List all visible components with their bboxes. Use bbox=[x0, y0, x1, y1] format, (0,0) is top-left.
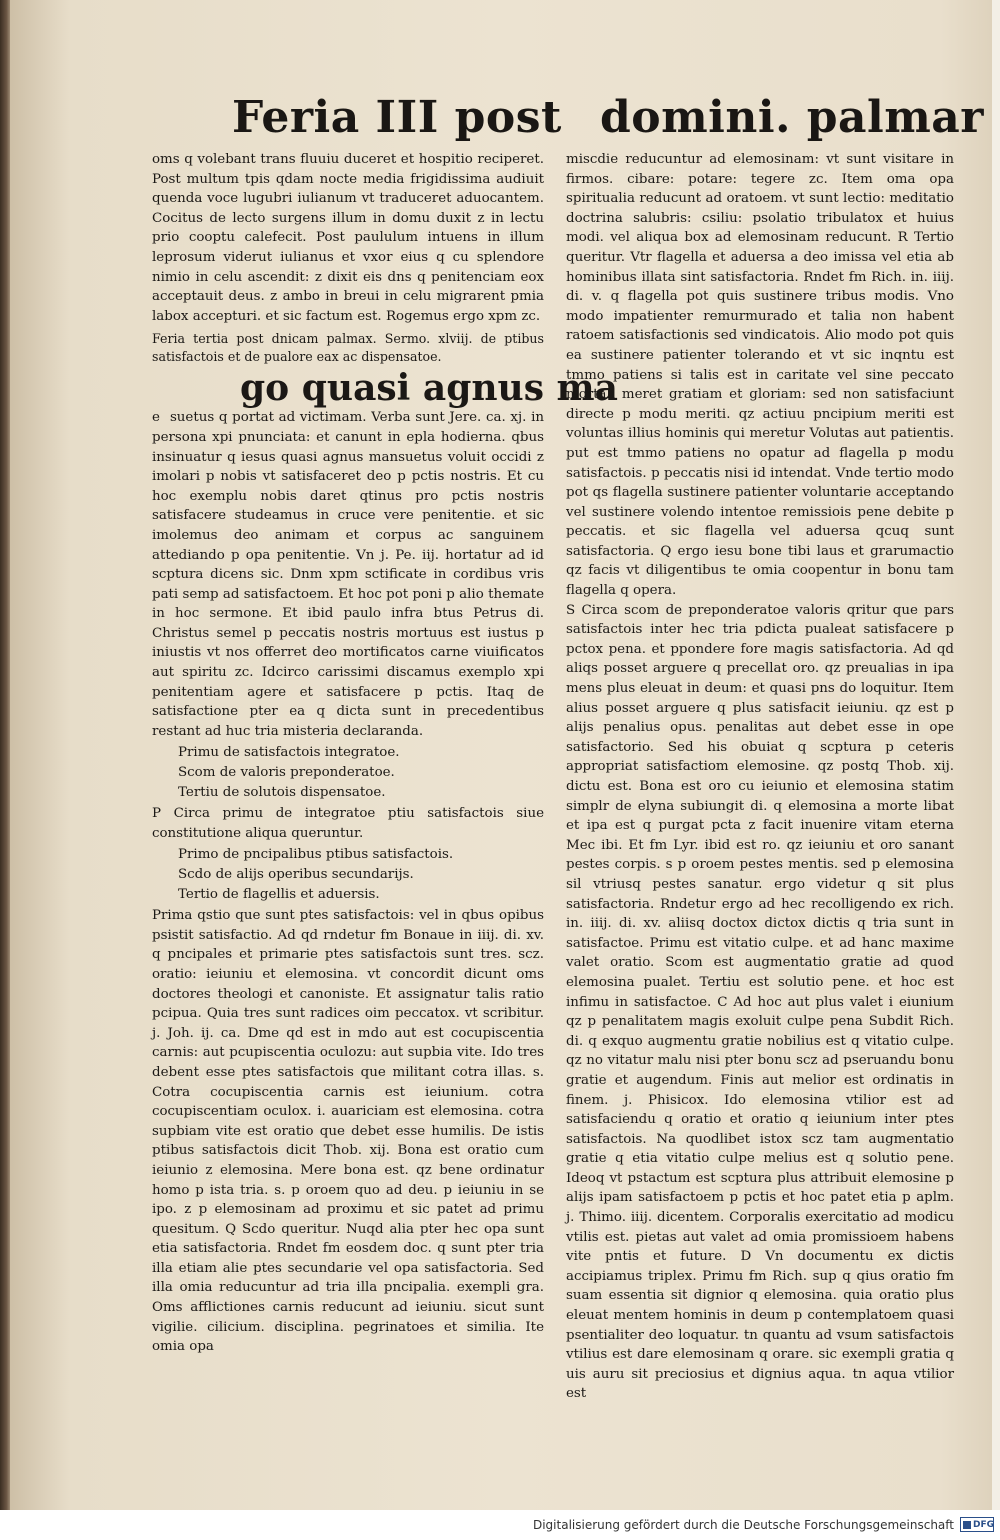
right-column-paragraph: miscdie reducuntur ad elemosinam: vt sunt visitare in firmos. cibare: potare: tegere zc. Item oma opa spiritualia reducunt ad oratoem. vt sunt lectio: meditatio doctrina salubris: csiliu: psolatio tribulatox et huius modi. vel aliqua box ad elemosinam reducunt. R Tertio queritur. Vtr flagella et aduersa a deo imissa vel etia ab hominibus illata sint satisfactoria. Rndet fm Rich. in. iiij. di. v. q flagella pot quis sustinere tribus modis. Vno modo impatienter remurmurado et talia non habent ratoem satisfactionis sed vindicatois. Alio modo pot quis ea sustinere patienter tolerando et vt sic inqntu est tmmo patiens si talis est in caritate vel sine peccato mortali meret gratiam et gloriam: sed non satisfaciunt directe p modu meriti. qz actiuu pncipium meriti est voluntas illius hominis qui meretur Volutas aut patientis. put est tmmo patiens no opatur ad flagella p modu satisfactois. p peccatis nisi id intendat. Vnde tertio modo pot qs flagella sustinere patienter voluntarie acceptando vel sustinere volendo intentoe remissiois pene debite p peccatis. et sic flagella vel aduersa qcuq sunt satisfactoria. Q ergo iesu bone tibi laus et grarumactio qz facis vt diligentibus te omia coopentur in bonu tam flagella q opera. bbox=[566, 152, 954, 599]
division-list bbox=[178, 743, 544, 802]
list-item: Tertio de flagellis et aduersis. bbox=[178, 886, 380, 902]
list-item: Scom de valoris preponderatoe. bbox=[178, 765, 395, 781]
list-item: Primo de pncipalibus ptibus satisfactois. bbox=[178, 847, 454, 863]
right-column-paragraph: S Circa scom de preponderatoe valoris qritur que pars satisfactois inter hec tria pdicta pualeat satisfacere p pctox pena. et ppondere fore magis satisfactoria. Ad qd aliqs posset arguere q precellat oro. qz preualias in ipa mens plus eleuat in deum: et quasi pns do loquitur. Item alius posset arguere q plus satisfacit ieiuniu. qz est p alijs penalius opus. penalitas aut debet esse in ope satisfactorio. Sed his obuiat q scptura p ceteris appropriat satisfactiom elemosine. qz postq Thob. xij. dictu est. Bona est oro cu ieiunio et elemosina statim simplr de elyna subiungit di. q elemosina a morte libat et ipa est q purgat pcta z facit inuenire vitam eterna Mec ibi. Et fm Lyr. ibid est ro. qz ieiuniu et oro sanant pestes corpis. s p oroem pestes mentis. sed p elemosina sil vtriusq pestes sanatur. ergo videtur q sit plus satisfactoria. Rndetur ergo ad hec recolligendo ex rich. in. iiij. di. xv. aliisq doctox dictox dictis q tria sunt in satisfactoe. Primu est vitatio culpe. et ad hanc maxime valet oratio. Scom est augmentatio gratie ad quod elemosina pualet. Tertiu est solutio pene. et hoc est infimu in satisfactoe. C Ad hoc aut plus valet i eiunium qz p penalitatem magis exoluit culpe pena Subdit Rich. di. q exquo augmentu gratie nobilius est q vitatio culpe. qz no vitatur malu nisi pter bonu scz ad pseruandu bonu gratie et augendum. Finis aut melior est ordinatis in finem. j. Phisicox. Ido elemosina vtilior est ad satisfaciendu q oratio et oratio q ieiunium inter ptes satisfactois. Na quodlibet istox scz tam augmentatio gratie q etia vitatio culpe melius est q solutio pene. Ideoq vt pstactum est scptura plus attribuit elemosine p alijs ipam satisfactoem p pctis et hoc patet etia p aplm. j. Thimo. iiij. dicentem. Corporalis exercitatio ad modicu vtilis est. pietas aut valet ad omia promissioem habens vite pntis et future. D Vn documentu ex dictis accipiamus triplex. Primu fm Rich. sup q qius oratio fm suam essentia sit dignior q elemosina. quia oratio plus eleuat mentem hominis in deum p contemplatoem quasi psentialiter deo loquatur. tn quantu ad vsum satisfactois vtilius est dare elemosinam q orare. sic exempli gratia q uis auru sit preciosius et dignius aqua. tn aqua vtilior est bbox=[566, 602, 954, 1402]
dfg-logo-text: DFG bbox=[973, 1520, 995, 1530]
sermon-opening-paragraph bbox=[152, 408, 544, 741]
intro-paragraph: oms q volebant trans fluuiu duceret et hospitio reciperet. Post multum tpis qdam nocte media frigidissima audiuit quenda voce lugubri iulianum vt traduceret aduocantem. Cocitus de lecto surgens illum in domu duxit z in lectu prio cooptu calefecit. Post paululum intuens in illum leprosum viderut iulianus et vxor eius q cu splendore nimio in celu ascendit: z dixit eis dns q penitenciam eox acceptauit deus. z ambo in breui in celu migrarent pmia labox accepturi. et sic factum est. Rogemus ergo xpm zc. bbox=[152, 152, 544, 324]
list-item: Scdo de alijs operibus secundarijs. bbox=[178, 867, 414, 882]
sermon-opening-text: suetus q portat ad victimam. Verba sunt Jere. ca. xj. in persona xpi pnunciata: et canunt in epla hodierna. qbus insinuatur q iesus quasi agnus mansuetus voluit occidi z imolari p nobis vt satisfaceret deo p pctis nostris. Et cu hoc exemplu nobis daret qtinus pro pctis nostris satisfacere studeamus in cruce vere penitentie. et sic imolemus deo animam et corpus ac sanguinem attediando p opa penitentie. Vn j. Pe. iij. hortatur ad id scptura dicens sic. Dnm xpm sctificate in cordibus vris pati semp ad satisfactoem. Et hoc pot poni p alio themate in hoc sermone. Et ibid paulo infra btus Petrus di. Christus semel p peccatis nostris mortuus est iustus p iniustis vt nos offerret deo mortificatos carne viuificatos aut spiritu zc. Idcirco carissimi discamus exemplo xpi penitentiam agere et satisfacere p pctis. Itaq de satisfactione pter ea q dicta sunt in precedentibus restant ad huc tria misteria declaranda. bbox=[152, 410, 544, 739]
dfg-logo-mark bbox=[963, 1521, 971, 1529]
question-list bbox=[178, 845, 544, 904]
page-right-margin bbox=[992, 0, 1000, 1510]
initial-letter: e bbox=[152, 410, 160, 426]
part-one-paragraph: P Circa primu de integratoe ptiu satisfactois siue constitutione aliqua queruntur. bbox=[152, 806, 544, 841]
sermon-incipit: go quasi agnus ma bbox=[240, 367, 618, 410]
running-header-left: Feria III post bbox=[232, 92, 562, 143]
dfg-logo bbox=[960, 1517, 994, 1532]
list-item: Tertiu de solutois dispensatoe. bbox=[178, 784, 386, 800]
right-text-column bbox=[566, 150, 954, 1404]
digitization-credit: Digitalisierung gefördert durch die Deutsche Forschungsgemeinschaft bbox=[532, 1518, 954, 1532]
list-item: Primu de satisfactois integratoe. bbox=[178, 745, 400, 761]
sermon-heading: Feria tertia post dnicam palmax. Sermo. xlviij. de ptibus satisfactois et de pualore eax ac dispensatoe. bbox=[152, 331, 544, 365]
first-question-paragraph: Prima qstio que sunt ptes satisfactois: vel in qbus opibus psistit satisfactio. Ad qd rndetur fm Bonaue in iiij. di. xv. q pncipales et primarie ptes satisfactois sunt tres. scz. oratio: ieiuniu et elemosina. vt concordit dicunt oms doctores theologi et canoniste. Et assignatur talis ratio pcipua. Quia tres sunt radices oim peccatox. vt scribitur. j. Joh. ij. ca. Dme qd est in mdo aut est cocupiscentia carnis: aut pcupiscentia oculozu: aut supbia vite. Ido tres debent esse ptes satisfactois que militant cotra illas. s. Cotra cocupiscentia carnis est ieiunium. cotra cocupiscentiam oculox. i. auariciam est elemosina. cotra supbiam vite est oratio que debet esse humilis. De istis ptibus satisfactois dicit Thob. xij. Bona est oratio cum ieiunio z elemosina. Mere bona est. qz bene ordinatur homo p ista tria. s. p oroem quo ad deu. p ieiuniu in se ipo. z p elemosinam ad proximu et sic patet ad primu quesitum. Q Scdo queritur. Nuqd alia pter hec opa sunt etia satisfactoria. Rndet fm eosdem doc. q sunt pter tria illa etiam alie ptes secundarie vel opa satisfactoria. Sed illa omia reducuntur ad tria illa pncipalia. exempli gra. Oms afflictiones carnis reducunt ad ieiuniu. sicut sunt vigilie. cilicium. disciplina. pegrinatoes et similia. Ite omia opa bbox=[152, 908, 544, 1355]
running-header-right: domini. palmar bbox=[600, 92, 984, 143]
left-text-column bbox=[152, 150, 618, 1357]
